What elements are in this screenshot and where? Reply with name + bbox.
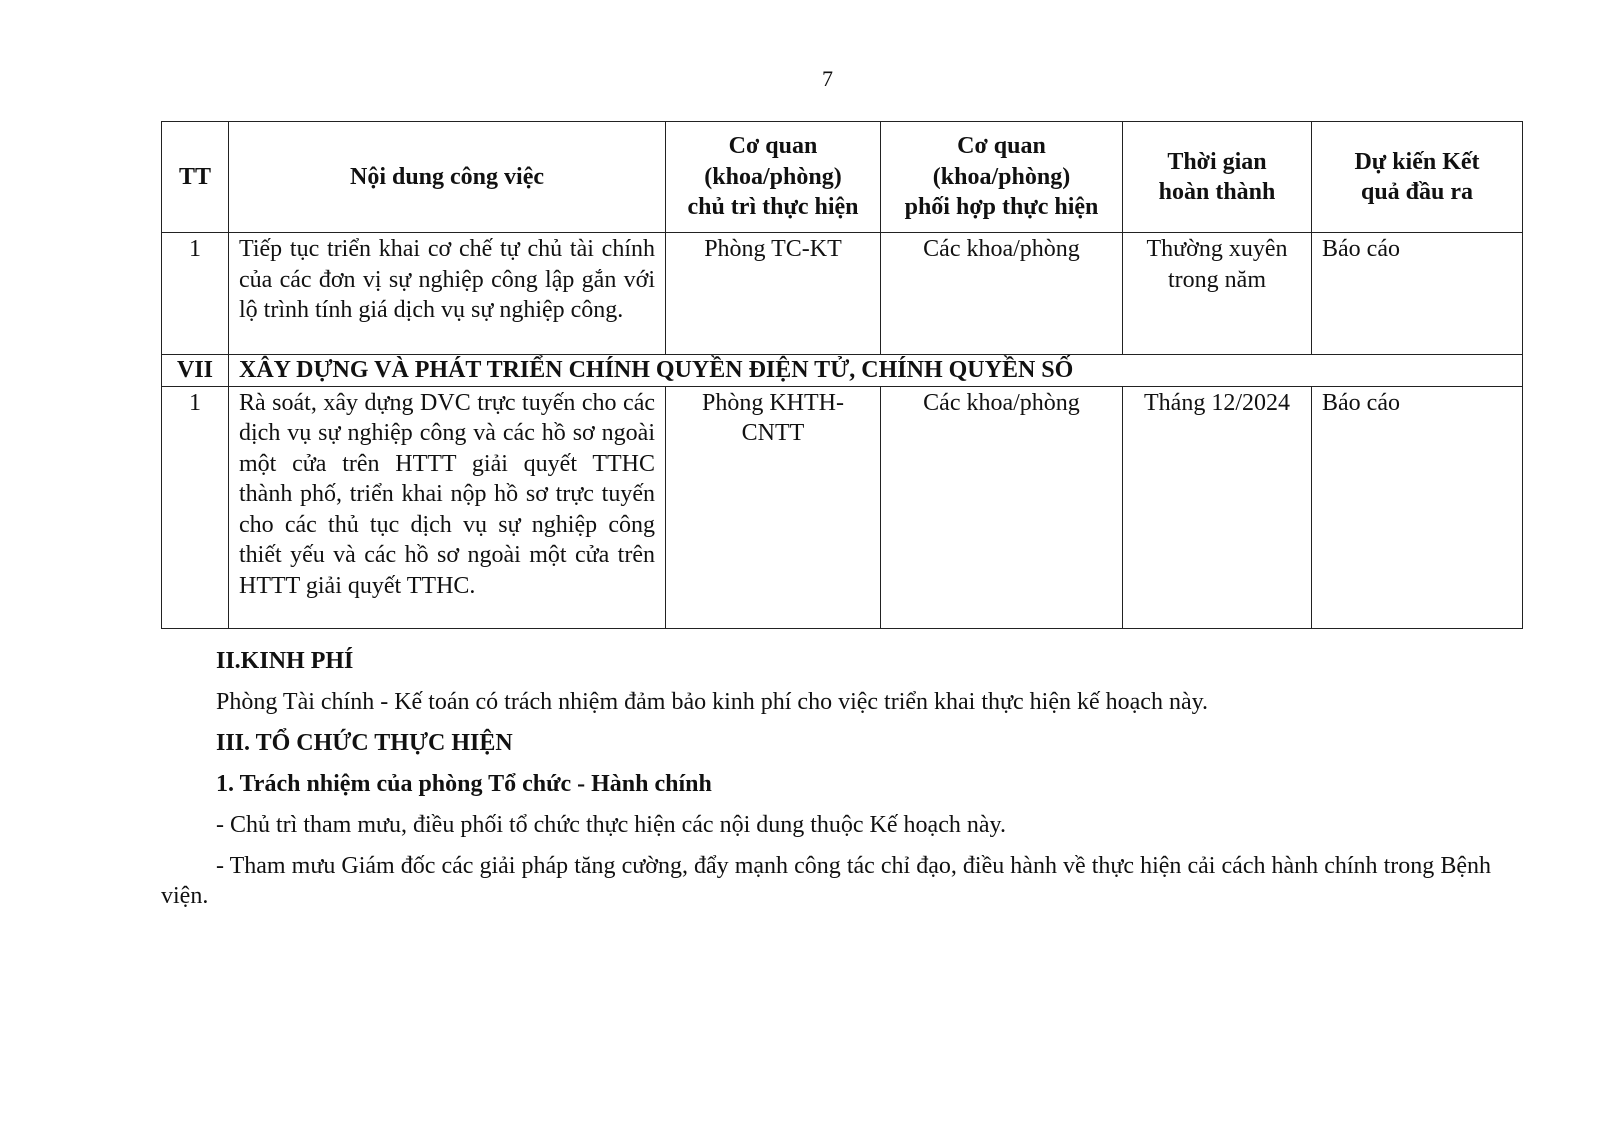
row-time-line-1: Tháng 12/2024 — [1144, 389, 1290, 416]
header-lead-line-1: Cơ quan — [728, 133, 818, 160]
header-lead-agency — [666, 122, 881, 233]
work-plan-table — [161, 121, 1523, 629]
row-content: Rà soát, xây dựng DVC trực tuyến cho các dịch vụ sự nghiệp công và các hồ sơ ngoài một cửa trên HTTT giải quyết TTHC thành phố, triển khai nộp hồ sơ trực tuyến cho các thủ tục dịch vụ sự nghiệp công thiết yếu và các hồ sơ ngoài một cửa trên HTTT giải quyết TTHC. — [229, 386, 666, 628]
subheading-admin-responsibility: 1. Trách nhiệm của phòng Tổ chức - Hành chính — [216, 771, 712, 797]
document-body — [161, 646, 1491, 922]
header-completion-time — [1123, 122, 1312, 233]
header-coop-line-2: (khoa/phòng) — [932, 163, 1071, 190]
section-title: XÂY DỰNG VÀ PHÁT TRIỂN CHÍNH QUYỀN ĐIỆN TỬ, CHÍNH QUYỀN SỐ — [229, 355, 1523, 387]
header-coop-line-3: phối hợp thực hiện — [904, 194, 1099, 221]
row-lead-agency — [666, 233, 881, 355]
header-result-line-1: Dự kiến Kết — [1354, 148, 1480, 175]
heading-implementation: III. TỔ CHỨC THỰC HIỆN — [216, 730, 513, 756]
row-time-line-2: trong năm — [1168, 266, 1266, 293]
table-row — [162, 233, 1523, 355]
row-lead-agency — [666, 386, 881, 628]
row-tt: 1 — [162, 386, 229, 628]
row-lead-line-1: Phòng TC-KT — [704, 236, 842, 262]
header-expected-output — [1312, 122, 1523, 233]
row-content: Tiếp tục triển khai cơ chế tự chủ tài chính của các đơn vị sự nghiệp công lập gắn với lộ trình tính giá dịch vụ sự nghiệp công. — [229, 233, 666, 355]
bullet-coordinate: - Chủ trì tham mưu, điều phối tổ chức thực hiện các nội dung thuộc Kế hoạch này. — [216, 812, 1006, 838]
row-time-line-1: Thường xuyên — [1146, 236, 1288, 262]
header-lead-line-3: chủ trì thực hiện — [687, 194, 859, 221]
row-completion-time — [1123, 386, 1312, 628]
row-coop-agency: Các khoa/phòng — [881, 386, 1123, 628]
row-lead-line-2: CNTT — [741, 420, 805, 446]
header-tt: TT — [162, 122, 229, 233]
header-coop-agency — [881, 122, 1123, 233]
bullet-advise-director: - Tham mưu Giám đốc các giải pháp tăng cường, đẩy mạnh công tác chỉ đạo, điều hành về thực hiện cải cách hành chính trong Bệnh viện. — [161, 853, 1491, 909]
row-expected-output: Báo cáo — [1312, 233, 1523, 355]
row-completion-time — [1123, 233, 1312, 355]
row-expected-output: Báo cáo — [1312, 386, 1523, 628]
row-lead-line-1: Phòng KHTH- — [702, 389, 844, 416]
section-row — [162, 355, 1523, 387]
header-coop-line-1: Cơ quan — [957, 133, 1046, 160]
row-tt: 1 — [162, 233, 229, 355]
paragraph-funding: Phòng Tài chính - Kế toán có trách nhiệm đảm bảo kinh phí cho việc triển khai thực hiện kế hoạch này. — [216, 689, 1209, 715]
header-content: Nội dung công việc — [229, 122, 666, 233]
section-number: VII — [162, 355, 229, 387]
header-time-line-1: Thời gian — [1167, 148, 1267, 175]
row-coop-agency: Các khoa/phòng — [881, 233, 1123, 355]
table-header-row — [162, 122, 1523, 233]
page-number: 7 — [822, 66, 833, 91]
header-lead-line-2: (khoa/phòng) — [704, 163, 842, 190]
heading-funding: II.KINH PHÍ — [216, 648, 354, 674]
header-time-line-2: hoàn thành — [1158, 179, 1276, 205]
header-result-line-2: quả đầu ra — [1360, 179, 1474, 205]
table-row — [162, 386, 1523, 628]
